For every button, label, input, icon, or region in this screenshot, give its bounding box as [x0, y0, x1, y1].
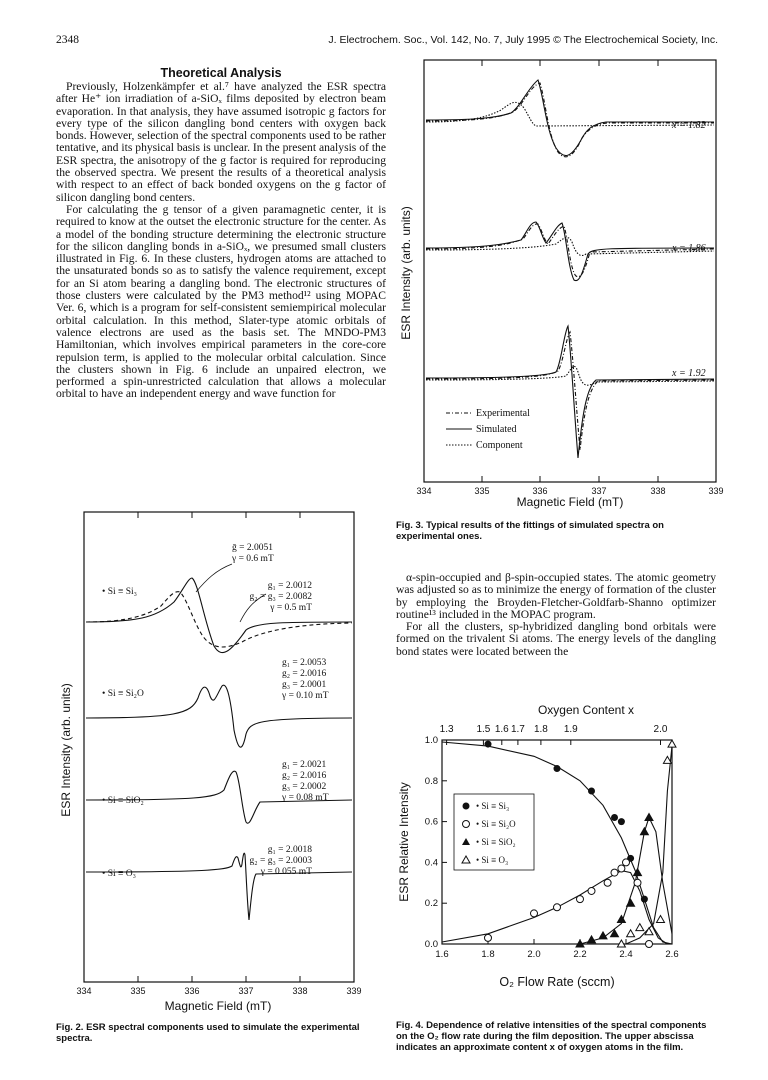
paragraph: Previously, Holzenkämpfer et al.⁷ have analyzed the ESR spectra after He⁺ ion irradiation of a-SiOₓ films deposited by electron beam evaporation. In that analysis, they have assumed isotropic g factors for every type of the silicon dangling bond centers with oxygen back bonds. However, selection of the spectral components used to be rather tentative, and its physical basis is unclear. In the present analysis of the ESR spectra, the anisotropy of the g factor is required for reproducing the observed spectra. We present the results of a theoretical analysis with respect to an effect of back bonded oxygens on the g factor of silicon dangling bond centers. [56, 80, 386, 204]
data-point [611, 814, 618, 821]
spectrum-label: x = 1.82 [672, 120, 706, 131]
spectrum-x182 [426, 80, 714, 157]
spectrum-param: γ = 0.6 mT [232, 554, 274, 564]
spectrum-param: γ = 0.5 mT [270, 603, 312, 613]
x-tick-label: 2.0 [527, 949, 541, 960]
data-point [604, 879, 611, 886]
component-name: • Si ≡ SiO₂ [102, 796, 144, 806]
top-tick-label: 1.9 [563, 724, 578, 735]
x-tick-label: 334 [416, 486, 432, 496]
top-tick-label: 1.8 [533, 724, 548, 735]
top-tick-label: 1.6 [494, 724, 509, 735]
data-point [554, 765, 561, 772]
data-point [531, 910, 538, 917]
data-point [634, 879, 641, 886]
spectrum-param: g₁ = 2.0018 [267, 845, 312, 855]
spectrum-x186 [426, 222, 714, 281]
figure-2 [56, 510, 366, 1018]
spectrum-param: γ = 0.08 mT [282, 793, 329, 803]
data-point [645, 814, 653, 821]
plot-frame [84, 512, 354, 982]
x-tick-label: 339 [346, 986, 362, 996]
x-tick-label: 2.4 [619, 949, 633, 960]
x-tick-label: 336 [532, 486, 548, 496]
data-point [641, 896, 648, 903]
spectrum-param: g₁ = 2.0021 [282, 760, 327, 770]
spectrum-param: g₂ = g₃ = 2.0082 [249, 592, 312, 602]
x-tick-label: 337 [238, 986, 254, 996]
component-name: • Si ≡ Si₂O [102, 689, 144, 699]
data-point [618, 818, 625, 825]
x-ticks [84, 512, 354, 982]
paragraph: For all the clusters, sp-hybridized dangling bond orbitals were formed on the trivalent Si atoms. The energy levels of the dangling bond states were located between the [396, 620, 716, 658]
data-point [627, 899, 635, 906]
y-tick-label: 0.4 [424, 857, 438, 869]
legend [446, 408, 530, 451]
x-tick-label: 1.8 [481, 949, 495, 960]
paragraph: For calculating the g tensor of a given paramagnetic center, it is required to know at the outset the electronic structure for the center. As a model of the bonding structure determining the electronic structure for the silicon dangling bonds in a-SiOₓ, we presumed small clusters illustrated in Fig. 6. In these clusters, hydrogen atoms are attached to the unsaturated bonds so as to satisfy the valence requirement, except for an Si atom bearing a dangling bond. The electronic structures of those clusters were calculated by the PM3 method¹² using MOPAC Ver. 6, which is a program for self-consistent semiempirical molecular orbital calculation. In this method, Slater-type atomic orbitals of valence electrons are used as the basis set. The MNDO-PM3 Hamiltonian, which involves empirical parameters in the core-core repulsion term, is applied to the molecular orbital calculation. Since the clusters shown in Fig. 6 include an unpaired electron, we performed a spin-unrestricted calculation that allows a molecular orbital to have an independent energy and wave function for [56, 202, 386, 401]
figure-3-caption: Fig. 3. Typical results of the fittings of simulated spectra on experimental ones. [396, 520, 664, 542]
data-point [588, 788, 595, 795]
x-tick-label: 2.2 [573, 949, 587, 960]
section-title: Theoretical Analysis [160, 66, 282, 80]
legend-label: Component [476, 440, 523, 451]
spectrum-label: x = 1.92 [672, 368, 706, 379]
data-point [640, 828, 648, 835]
x-axis-label: Magnetic Field (mT) [164, 999, 272, 1013]
legend [454, 794, 534, 870]
data-point [485, 741, 492, 748]
y-tick-label: 0.2 [424, 898, 438, 910]
legend-label: • Si ≡ Si₂O [476, 819, 516, 829]
y-axis-label: ESR Intensity (arb. units) [399, 206, 413, 340]
legend-label: Simulated [476, 424, 517, 435]
component-name: • Si ≡ O₃ [102, 869, 136, 879]
y-tick-label: 0.8 [424, 775, 438, 787]
data-point [577, 896, 584, 903]
page-header [56, 34, 718, 50]
legend-label: Experimental [476, 408, 530, 419]
spectrum-param: ḡ = 2.0051 [232, 543, 273, 553]
y-axis-label: ESR Intensity (arb. units) [59, 683, 73, 817]
data-point [611, 869, 618, 876]
spectrum-param: g₃ = 2.0002 [282, 782, 327, 792]
right-column-text [396, 572, 716, 658]
spectrum-param: γ = 0.055 mT [260, 867, 312, 877]
x-tick-label: 335 [130, 986, 146, 996]
legend-label: • Si ≡ SiO₂ [476, 837, 516, 847]
spectrum-param: γ = 0.10 mT [282, 691, 329, 701]
data-point [627, 930, 635, 937]
y-axis-label: ESR Relative Intensity [397, 782, 411, 902]
y-tick-label: 0.0 [424, 939, 438, 950]
x-tick-label: 2.6 [665, 949, 679, 960]
spectrum-o3 [86, 853, 352, 920]
spectrum-param: g₁ = 2.0053 [282, 658, 327, 668]
spectrum-param: g₂ = 2.0016 [282, 669, 327, 679]
page-number: 2348 [56, 34, 79, 46]
figure-4 [396, 700, 718, 1016]
legend-label: • Si ≡ O₃ [476, 855, 509, 865]
data-point [588, 936, 596, 943]
y-tick-label: 0.6 [424, 816, 438, 828]
paragraph: α-spin-occupied and β-spin-occupied states. The atomic geometry was adjusted so as to minimize the energy of formation of the cluster by employing the Broyden-Fletcher-Goldfarb-Shanno optimizer routine¹³ included in the MOPAC program. [396, 571, 716, 621]
spectrum-x192 [426, 326, 714, 458]
x-axis-label: O₂ Flow Rate (sccm) [499, 975, 615, 989]
fit-curve-sio2 [580, 818, 672, 945]
x-tick-label: 1.6 [435, 949, 449, 960]
top-axis-ticks [440, 724, 668, 745]
top-tick-label: 1.5 [476, 724, 491, 735]
x-tick-label: 339 [708, 486, 724, 496]
left-column-text [56, 81, 386, 401]
x-tick-label: 338 [292, 986, 308, 996]
data-point [554, 904, 561, 911]
data-point [485, 934, 492, 941]
legend-label: • Si ≡ Si₃ [476, 801, 510, 811]
spectrum-label: x = 1.86 [672, 243, 706, 254]
top-axis-title: Oxygen Content x [537, 703, 635, 717]
figure-2-caption: Fig. 2. ESR spectral components used to simulate the experimental spectra. [56, 1022, 360, 1044]
data-point [657, 916, 665, 923]
spectrum-param: g₃ = 2.0001 [282, 680, 327, 690]
data-point [588, 887, 595, 894]
x-tick-label: 334 [76, 986, 92, 996]
top-tick-label: 2.0 [653, 724, 668, 735]
data-point [623, 859, 630, 866]
x-tick-label: 338 [650, 486, 666, 496]
component-name: • Si ≡ Si₃ [102, 587, 137, 597]
figure-3 [396, 58, 724, 509]
x-tick-label: 337 [591, 486, 607, 496]
top-tick-label: 1.3 [439, 724, 454, 735]
spectrum-param: g₂ = g₃ = 2.0003 [249, 856, 312, 866]
spectrum-param: g₁ = 2.0012 [267, 581, 312, 591]
journal-citation: J. Electrochem. Soc., Vol. 142, No. 7, July 1995 © The Electrochemical Society, Inc. [328, 34, 718, 46]
x-tick-label: 335 [474, 486, 490, 496]
spectrum-param: g₂ = 2.0016 [282, 771, 327, 781]
x-tick-label: 336 [184, 986, 200, 996]
figure-4-caption: Fig. 4. Dependence of relative intensities of the spectral components on the O₂ flow rate during the film deposition. The upper abscissa indicates an approximate content x of oxygen atoms in the film. [396, 1020, 707, 1053]
data-point [636, 924, 644, 931]
y-tick-label: 1.0 [424, 735, 438, 746]
data-point [618, 865, 625, 872]
data-point [646, 941, 653, 948]
x-axis-label: Magnetic Field (mT) [516, 495, 624, 509]
top-tick-label: 1.7 [510, 724, 525, 735]
data-point [668, 740, 676, 747]
